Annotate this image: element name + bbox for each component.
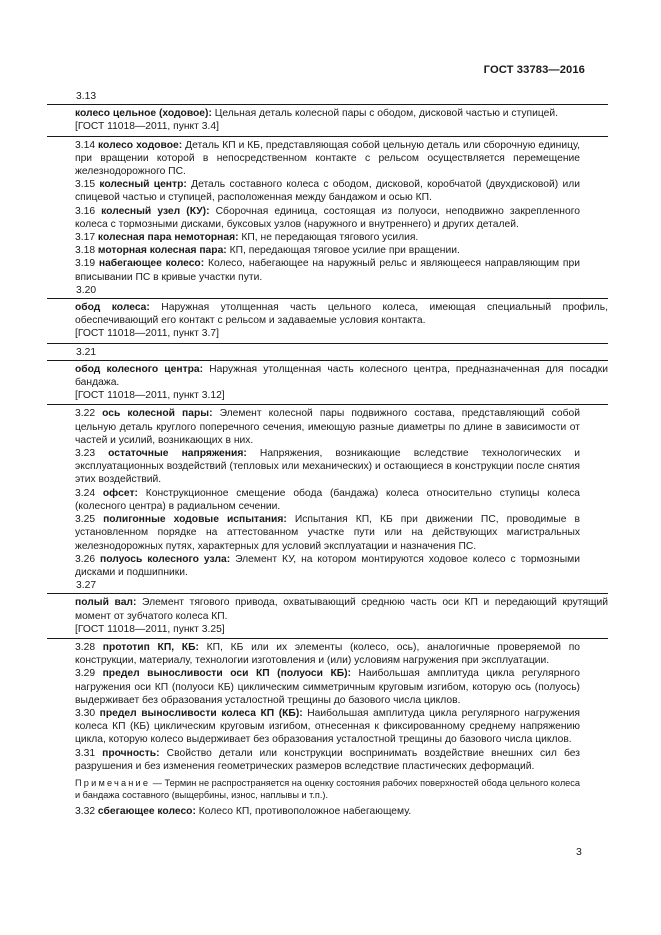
entry-term: предел выносливости оси КП (полуоси КБ): (102, 668, 351, 680)
entry-definition: Элемент тягового привода, охватывающий среднюю часть оси КП и передающий крутящий момент от зубчатого колеса КП. (75, 597, 608, 622)
entry-definition: Элемент колесной пары подвижного состава, представляющий собой цельную деталь круглого поперечного сечения, имеющую разные диаметры по длине в зависимости от частей и усилий, возникающих в них. (75, 408, 580, 446)
boxed-definition (47, 104, 608, 136)
entries-list (75, 90, 608, 773)
entry-text (75, 363, 608, 389)
entry-number: 3.29 (75, 668, 96, 680)
entry-term: набегающее колесо: (98, 258, 205, 270)
entry-reference: [ГОСТ 11018—2011, пункт 3.25] (75, 623, 225, 635)
entry-reference: [ГОСТ 11018—2011, пункт 3.7] (75, 328, 219, 340)
entry-term: колесо ходовое: (98, 139, 183, 151)
entry (75, 244, 580, 257)
document-body (75, 90, 608, 818)
entry (75, 707, 580, 747)
entry-definition: Элемент КУ, на котором монтируются ходовое колесо с тормозными дисками и подшипники. (75, 553, 580, 578)
entry-definition: Сборочная единица, состоящая из полуоси, неподвижно закрепленного колеса с тормозными дисками, буксовых узлов (наружного и внутреннего) и других деталей. (75, 205, 580, 230)
entry-definition: Наружная утолщенная часть колесного центра, предназначенная для посадки бандажа. (75, 363, 608, 389)
entry-definition: Наибольшая амплитуда цикла регулярного нагружения колеса КП (КБ) циклическим круговым изгибом, отнесенная к фиксированному среднему напряжению цикла, которую колесо выдерживает без образования усталостной трещины до базового числа циклов. (75, 707, 581, 746)
entry-number: 3.32 (75, 805, 96, 817)
entry-definition: Наружная утолщенная часть цельного колеса, имеющая специальный профиль, обеспечивающий его контакт с рельсом и задаваемые условия контакта. (75, 302, 608, 327)
entry-term: прочность: (102, 747, 160, 759)
entry-number: 3.14 (75, 139, 96, 151)
entry-number: 3.23 (75, 448, 96, 460)
note-text: — Термин не распространяется на оценку состояния рабочих поверхностей обода цельного колеса и бандажа составного (выщербины, износ, наплывы и т.п.). (75, 777, 580, 800)
entry (75, 513, 580, 553)
entry-definition: Цельная деталь колесной пары с ободом, дисковой частью и ступицей. (214, 108, 558, 120)
entry-number: 3.24 (75, 487, 96, 499)
entry-term: колесный узел (КУ): (101, 205, 210, 217)
entry (75, 205, 580, 231)
entry-term: колесо цельное (ходовое): (75, 108, 212, 120)
entry-number: 3.28 (75, 641, 96, 653)
entry-text (75, 107, 608, 120)
entry-number: 3.22 (75, 408, 96, 420)
entry-definition: Конструкционное смещение обода (бандажа) колеса относительно ступицы колеса (колесного центра) в радиальном сечении. (75, 487, 580, 512)
entry-term: моторная колесная пара: (97, 245, 227, 257)
entry-term: колесный центр: (99, 179, 187, 191)
entry (75, 139, 580, 179)
entry-number: 3.26 (75, 553, 96, 565)
entry-term: полигонные ходовые испытания: (103, 514, 287, 526)
entry-number: 3.17 (75, 232, 96, 244)
entry-term: обод колесного центра: (75, 363, 204, 375)
boxed-definition (47, 593, 608, 639)
note (75, 777, 580, 801)
entry (75, 231, 580, 244)
entry-term: прототип КП, КБ: (102, 641, 199, 653)
entry-term: полый вал: (75, 597, 137, 609)
entry-definition: Деталь КП и КБ, представляющая собой цельную деталь или сборочную единицу, при вращении которой в непосредственном контакте с рельсом осуществляется перемещение железнодорожного ПС. (75, 139, 580, 178)
entry-reference: [ГОСТ 11018—2011, пункт 3.12] (75, 390, 225, 402)
entry-definition: Испытания КП, КБ при движении ПС, проводимые в установленном порядке на аттестованном участке пути или на действующих магистральных железнодорожных путях, характерных для условий эксплуатации и назначения ПС. (75, 514, 580, 552)
entry-term: остаточные напряжения: (108, 448, 247, 460)
entry-definition: Колесо КП, противоположное набегающему. (198, 805, 412, 817)
entry-term: полуось колесного узла: (99, 553, 231, 565)
entry-term: офсет: (102, 487, 138, 499)
entry-definition: КП, не передающая тягового усилия. (241, 232, 419, 244)
entry-number: 3.21 (76, 346, 97, 358)
entry-reference: [ГОСТ 11018—2011, пункт 3.4] (75, 121, 219, 133)
entry (75, 178, 580, 204)
entry (75, 553, 580, 579)
note-label: Примечание (75, 777, 151, 788)
entry-text (75, 596, 608, 622)
entry (75, 257, 580, 283)
entry-number: 3.20 (76, 284, 97, 296)
page-number: 3 (576, 846, 582, 858)
entry-number: 3.13 (76, 91, 97, 102)
document-header: ГОСТ 33783—2016 (483, 64, 585, 76)
entry-number: 3.16 (75, 205, 96, 217)
entry-number: 3.31 (75, 747, 96, 759)
entry (75, 407, 580, 447)
entry-term: ось колесной пары: (102, 408, 213, 420)
entry-definition: Колесо, набегающее на наружный рельс и являющееся направляющим при вписывании ПС в кривые участки пути. (75, 258, 580, 283)
entry-definition: КП, передающая тяговое усилие при вращении. (229, 245, 460, 257)
entry-number: 3.30 (75, 707, 96, 719)
entry (75, 747, 580, 773)
entry (75, 447, 580, 487)
entry (75, 667, 580, 707)
entry-definition: Напряжения, возникающие вследствие технологических и эксплуатационных воздействий (тепловых или механических) и остающиеся в конструкции после снятия этих воздействий. (75, 448, 580, 486)
boxed-definition (47, 360, 608, 406)
boxed-definition (47, 298, 608, 344)
entry-term: сбегающее колесо: (97, 805, 196, 817)
entry (75, 641, 580, 667)
entry (75, 487, 580, 513)
entry-3-32 (75, 805, 580, 818)
entry-definition: Наибольшая амплитуда цикла регулярного нагружения оси КП (полуоси КБ) циклическим симметричным круговым изгибом, которую ось (полуось) выдерживает без образования усталостной трещины до базового числа циклов. (75, 668, 580, 706)
entry-definition: Деталь составного колеса с ободом, дисковой, коробчатой (двухдисковой) или спицевой частью и ступицей, расположенная между бандажом и осью КП. (75, 179, 580, 204)
entry-text (75, 301, 608, 327)
entry-number: 3.15 (75, 179, 96, 191)
entry-number: 3.19 (75, 258, 96, 270)
entry-term: колесная пара немоторная: (97, 232, 239, 244)
entry-term: предел выносливости колеса КП (КБ): (99, 707, 303, 719)
entry-definition: Свойство детали или конструкции воспринимать воздействие внешних сил без разрушения и без изменения геометрических размеров вследствие пластических деформаций. (75, 747, 580, 772)
entry-number: 3.25 (75, 514, 96, 526)
entry-definition: КП, КБ или их элементы (колесо, ось), аналогичные проверяемой по конструкции, материалу, технологии изготовления и (или) условиям нагружения при эксплуатации. (75, 641, 580, 667)
entry-number: 3.27 (76, 580, 97, 592)
entry-term: обод колеса: (75, 302, 150, 314)
entry-number: 3.18 (75, 245, 96, 257)
